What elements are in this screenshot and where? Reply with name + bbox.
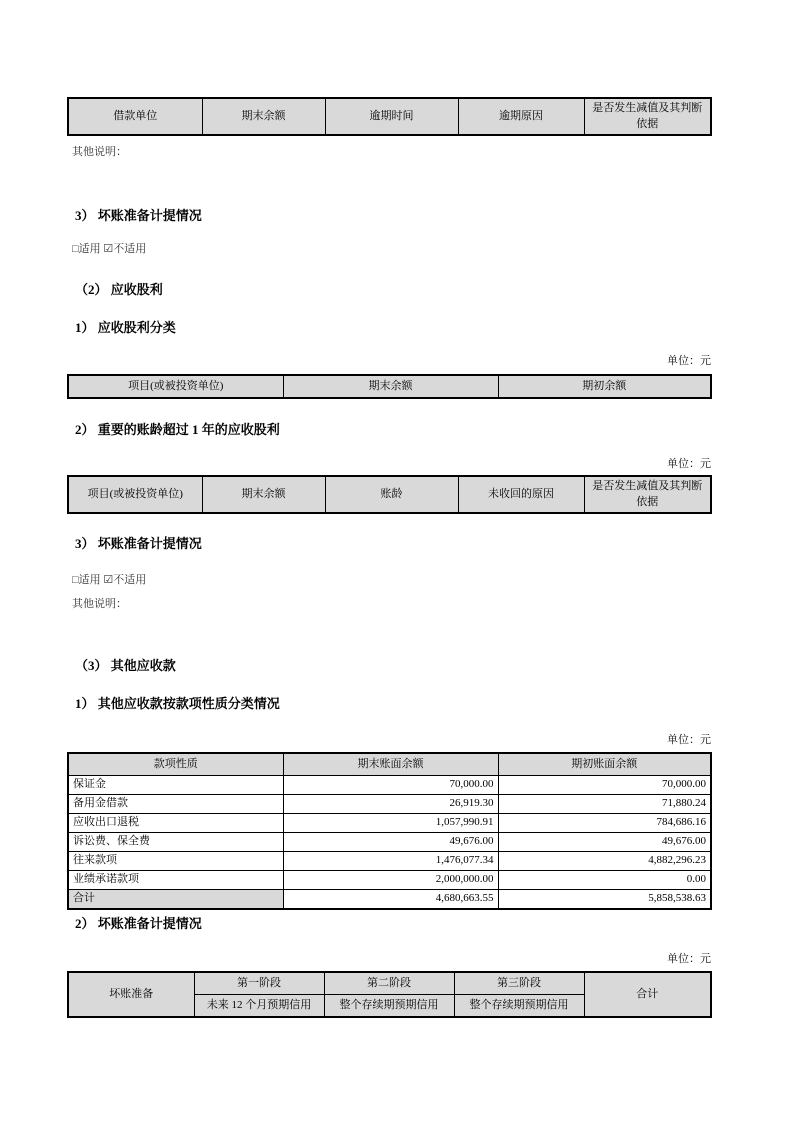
stage-header-cell: 第一阶段: [194, 972, 324, 995]
total-beginning-balance-cell: 5,858,538.63: [498, 889, 711, 909]
unit-label: 单位：元: [667, 734, 711, 746]
heading-other-receivables-by-nature: 1） 其他应收款按款项性质分类情况: [75, 696, 280, 711]
total-header-cell: 合计: [584, 972, 711, 1017]
header-cell: 未收回的原因: [458, 476, 584, 513]
heading-bad-debt-provision-b: 3） 坏账准备计提情况: [75, 536, 202, 551]
header-cell: 期末余额: [283, 375, 498, 398]
table-header-row: [68, 753, 711, 776]
header-cell: 借款单位: [68, 98, 202, 135]
beginning-balance-cell: 4,882,296.23: [498, 851, 711, 870]
table-bad-debt-stages: [67, 971, 712, 1018]
table-total-row: [68, 889, 711, 909]
table-other-receivables-nature: [67, 752, 712, 910]
table-dividends-classification: [67, 374, 712, 399]
unit-label: 单位：元: [667, 355, 711, 367]
heading-bad-debt-provision-c: 2） 坏账准备计提情况: [75, 916, 202, 931]
table-overdue-loans: [67, 97, 712, 136]
beginning-balance-cell: 70,000.00: [498, 776, 711, 795]
header-cell: 项目(或被投资单位): [68, 476, 202, 513]
table-header-row: [68, 476, 711, 513]
nature-cell: 备用金借款: [68, 794, 283, 813]
table-header-row: [68, 375, 711, 398]
header-cell: 期末余额: [202, 98, 325, 135]
header-cell: 期初余额: [498, 375, 711, 398]
heading-dividends-classification: 1） 应收股利分类: [75, 320, 176, 335]
header-cell: 逾期原因: [458, 98, 584, 135]
stage-basis-cell: 整个存续期预期信用: [454, 995, 584, 1018]
beginning-balance-cell: 784,686.16: [498, 813, 711, 832]
ending-balance-cell: 1,057,990.91: [283, 813, 498, 832]
heading-dividends-over-one-year: 2） 重要的账龄超过 1 年的应收股利: [75, 422, 280, 437]
heading-bad-debt-provision-a: 3） 坏账准备计提情况: [75, 208, 202, 223]
stage-header-cell: 第三阶段: [454, 972, 584, 995]
ending-balance-cell: 70,000.00: [283, 776, 498, 795]
unit-label: 单位：元: [667, 458, 711, 470]
ending-balance-cell: 1,476,077.34: [283, 851, 498, 870]
header-cell: 期末账面余额: [283, 753, 498, 776]
header-cell: 是否发生减值及其判断依据: [584, 476, 711, 513]
nature-cell: 应收出口退税: [68, 813, 283, 832]
header-cell: 期初账面余额: [498, 753, 711, 776]
nature-cell: 保证金: [68, 776, 283, 795]
nature-cell: 诉讼费、保全费: [68, 832, 283, 851]
applicability-checkboxes: □适用 ☑不适用: [72, 574, 147, 586]
ending-balance-cell: 26,919.30: [283, 794, 498, 813]
beginning-balance-cell: 49,676.00: [498, 832, 711, 851]
unit-label: 单位：元: [667, 953, 711, 965]
header-cell: 款项性质: [68, 753, 283, 776]
table-dividends-aged: [67, 475, 712, 514]
table-row: [68, 776, 711, 795]
total-ending-balance-cell: 4,680,663.55: [283, 889, 498, 909]
ending-balance-cell: 49,676.00: [283, 832, 498, 851]
table-row: [68, 794, 711, 813]
row-header-cell: 坏账准备: [68, 972, 194, 1017]
nature-cell: 业绩承诺款项: [68, 870, 283, 889]
heading-dividends-receivable: （2） 应收股利: [75, 282, 163, 297]
table-row: [68, 870, 711, 889]
stage-basis-cell: 整个存续期预期信用: [324, 995, 454, 1018]
table-header-row: [68, 972, 711, 995]
nature-cell: 往来款项: [68, 851, 283, 870]
table-row: [68, 813, 711, 832]
other-notes-label: 其他说明：: [72, 598, 127, 610]
total-label-cell: 合计: [68, 889, 283, 909]
stage-basis-cell: 未来 12 个月预期信用: [194, 995, 324, 1018]
table-row: [68, 832, 711, 851]
heading-other-receivables: （3） 其他应收款: [75, 658, 176, 673]
table-header-row: [68, 98, 711, 135]
beginning-balance-cell: 0.00: [498, 870, 711, 889]
header-cell: 逾期时间: [325, 98, 458, 135]
other-notes-label: 其他说明：: [72, 146, 127, 158]
applicability-checkboxes: □适用 ☑不适用: [72, 243, 147, 255]
header-cell: 账龄: [325, 476, 458, 513]
header-cell: 项目(或被投资单位): [68, 375, 283, 398]
ending-balance-cell: 2,000,000.00: [283, 870, 498, 889]
stage-header-cell: 第二阶段: [324, 972, 454, 995]
header-cell: 是否发生减值及其判断依据: [584, 98, 711, 135]
beginning-balance-cell: 71,880.24: [498, 794, 711, 813]
header-cell: 期末余额: [202, 476, 325, 513]
table-row: [68, 851, 711, 870]
